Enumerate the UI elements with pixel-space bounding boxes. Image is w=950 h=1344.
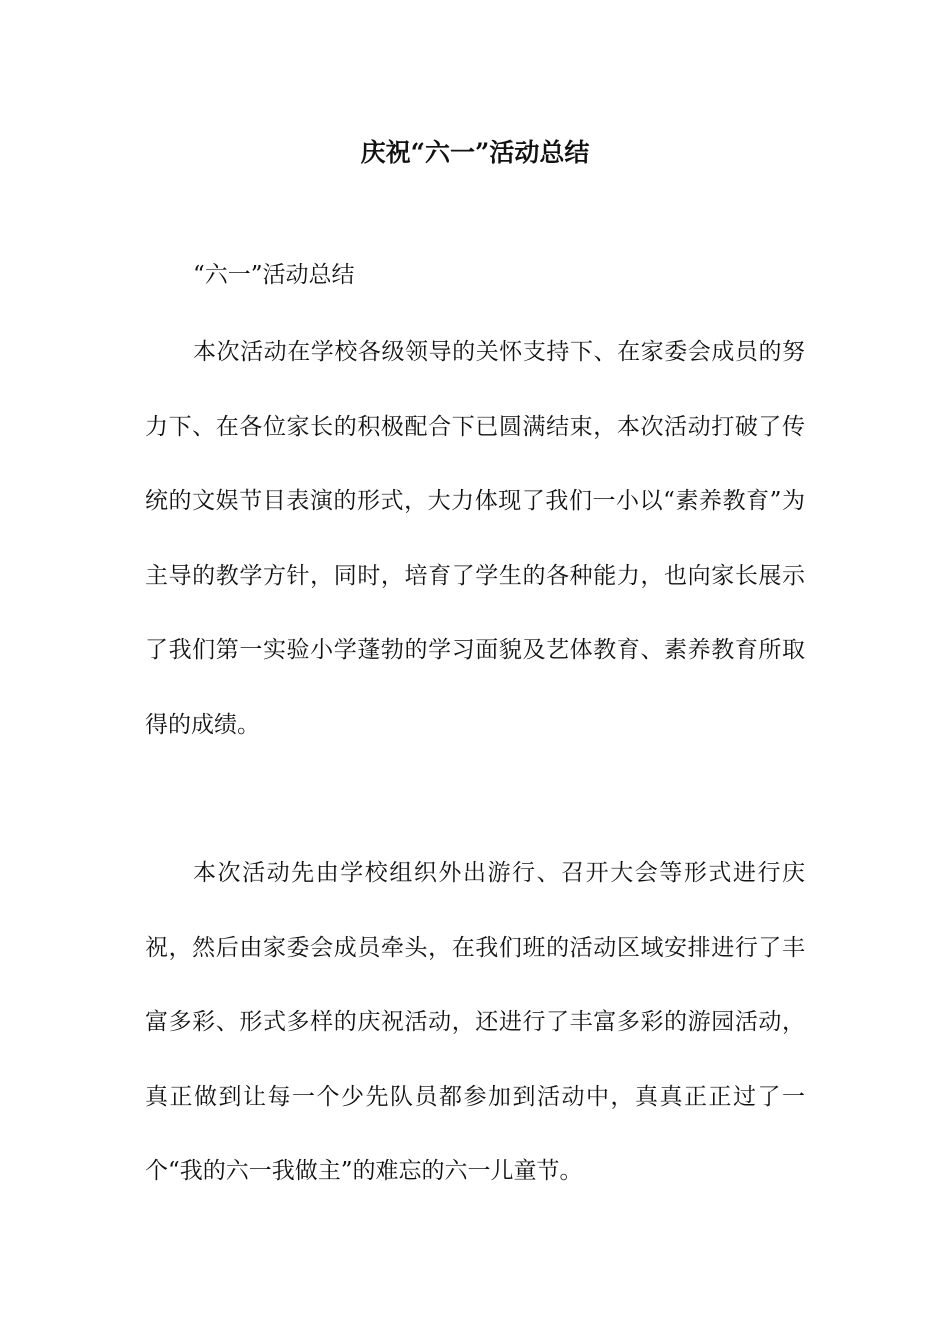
paragraph-1: 本次活动在学校各级领导的关怀支持下、在家委会成员的努力下、在各位家长的积极配合下已圆满结束，本次活动打破了传统的文娱节目表演的形式，大力体现了我们一小以“素养教育”为主导的教学方针，同时，培育了学生的各种能力，也向家长展示了我们第一实验小学蓬勃的学习面貌及艺体教育、素养教育所取得的成绩。 bbox=[145, 339, 805, 738]
document-title: 庆祝“六一”活动总结 bbox=[360, 138, 590, 167]
document-subtitle: “六一”活动总结 bbox=[193, 262, 355, 288]
paragraph-2: 本次活动先由学校组织外出游行、召开大会等形式进行庆祝，然后由家委会成员牵头，在我们班的活动区域安排进行了丰富多彩、形式多样的庆祝活动，还进行了丰富多彩的游园活动，真正做到让每一个少先队员都参加到活动中，真真正正过了一个“我的六一我做主”的难忘的六一儿童节。 bbox=[145, 860, 805, 1185]
